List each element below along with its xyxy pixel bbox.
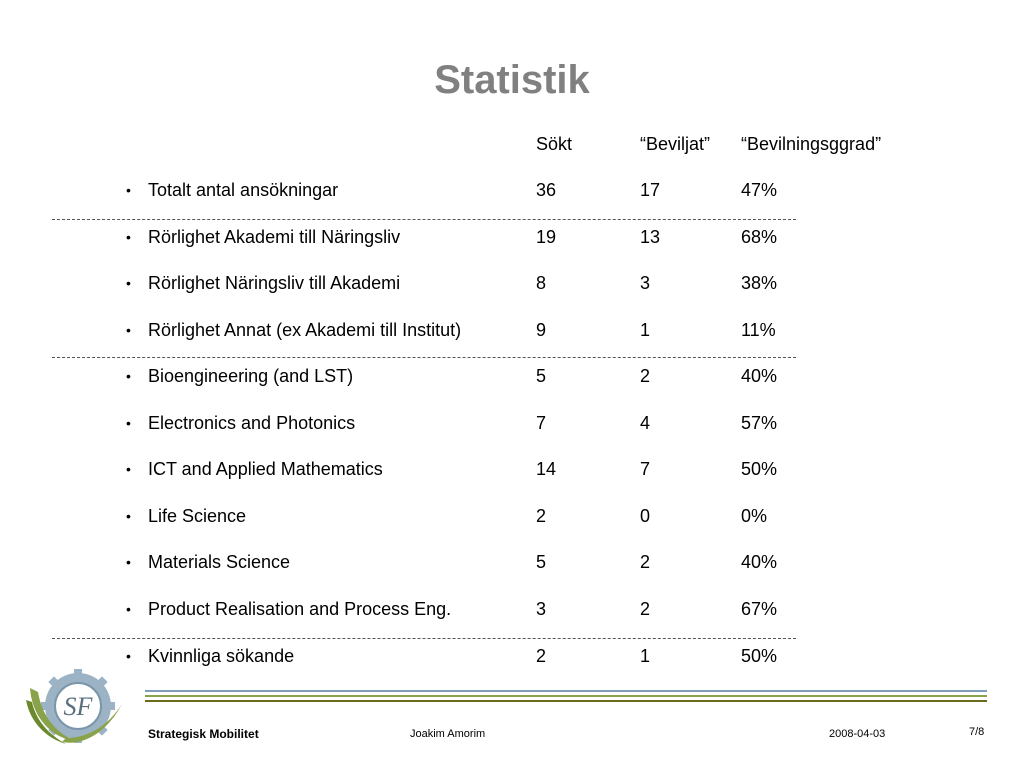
table-row bbox=[0, 363, 1024, 389]
dashed-separator bbox=[52, 219, 796, 220]
row-beviljat: 1 bbox=[640, 646, 651, 666]
logo-letters: SF bbox=[63, 692, 93, 721]
row-label: Life Science bbox=[148, 506, 247, 526]
column-header-beviljat: “Beviljat” bbox=[640, 134, 711, 154]
row-beviljat: 2 bbox=[640, 599, 651, 619]
row-grad: 40% bbox=[741, 552, 778, 572]
row-beviljat: 1 bbox=[640, 320, 651, 340]
slide-title: Statistik bbox=[434, 58, 590, 102]
row-beviljat: 4 bbox=[640, 413, 651, 433]
row-beviljat: 0 bbox=[640, 506, 651, 526]
row-label: Totalt antal ansökningar bbox=[148, 180, 339, 200]
table-row bbox=[0, 317, 1024, 343]
row-sokt: 2 bbox=[536, 646, 547, 666]
column-header-sokt: Sökt bbox=[536, 134, 573, 154]
row-sokt: 19 bbox=[536, 227, 557, 247]
footer-date: 2008-04-03 bbox=[829, 728, 886, 740]
column-header-bevilningsgrad: “Bevilningsggrad” bbox=[741, 134, 882, 154]
row-sokt: 2 bbox=[536, 506, 547, 526]
table-header bbox=[0, 131, 1024, 157]
row-label: Bioengineering (and LST) bbox=[148, 366, 354, 386]
row-beviljat: 2 bbox=[640, 366, 651, 386]
row-sokt: 14 bbox=[536, 459, 557, 479]
bullet-icon: • bbox=[126, 648, 131, 664]
row-grad: 50% bbox=[741, 646, 778, 666]
row-label: Rörlighet Annat (ex Akademi till Institut) bbox=[148, 320, 462, 340]
row-label: ICT and Applied Mathematics bbox=[148, 459, 383, 479]
footer-author: Joakim Amorim bbox=[410, 728, 486, 740]
row-sokt: 9 bbox=[536, 320, 547, 340]
row-grad: 57% bbox=[741, 413, 778, 433]
row-grad: 40% bbox=[741, 366, 778, 386]
row-beviljat: 3 bbox=[640, 273, 651, 293]
row-grad: 67% bbox=[741, 599, 778, 619]
table-row bbox=[0, 596, 1024, 622]
row-sokt: 5 bbox=[536, 552, 547, 572]
table-row bbox=[0, 503, 1024, 529]
row-label: Product Realisation and Process Eng. bbox=[148, 599, 452, 619]
footer-program: Strategisk Mobilitet bbox=[148, 727, 259, 741]
table-row bbox=[0, 643, 1024, 669]
table-row bbox=[0, 410, 1024, 436]
bullet-icon: • bbox=[126, 275, 131, 291]
bullet-icon: • bbox=[126, 554, 131, 570]
row-grad: 0% bbox=[741, 506, 768, 526]
row-beviljat: 7 bbox=[640, 459, 651, 479]
row-beviljat: 17 bbox=[640, 180, 661, 200]
row-grad: 11% bbox=[741, 320, 776, 340]
bullet-icon: • bbox=[126, 229, 131, 245]
row-label: Materials Science bbox=[148, 552, 291, 572]
bullet-icon: • bbox=[126, 322, 131, 338]
dashed-separator bbox=[52, 357, 796, 358]
table-row bbox=[0, 177, 1024, 203]
bullet-icon: • bbox=[126, 182, 131, 198]
bullet-icon: • bbox=[126, 601, 131, 617]
row-label: Rörlighet Akademi till Näringsliv bbox=[148, 227, 401, 247]
row-label: Electronics and Photonics bbox=[148, 413, 356, 433]
row-beviljat: 2 bbox=[640, 552, 651, 572]
row-sokt: 5 bbox=[536, 366, 547, 386]
row-sokt: 7 bbox=[536, 413, 547, 433]
bullet-icon: • bbox=[126, 461, 131, 477]
row-sokt: 36 bbox=[536, 180, 557, 200]
ssf-logo-icon bbox=[22, 668, 126, 746]
row-grad: 38% bbox=[741, 273, 778, 293]
table-row bbox=[0, 224, 1024, 250]
table-row bbox=[0, 456, 1024, 482]
table-row bbox=[0, 549, 1024, 575]
row-grad: 50% bbox=[741, 459, 778, 479]
bullet-icon: • bbox=[126, 368, 131, 384]
row-label: Rörlighet Näringsliv till Akademi bbox=[148, 273, 401, 293]
row-label: Kvinnliga sökande bbox=[148, 646, 295, 666]
bullet-icon: • bbox=[126, 508, 131, 524]
dashed-separator bbox=[52, 638, 796, 639]
footer-page-number: 7/8 bbox=[969, 726, 985, 738]
footer-rule-blue bbox=[145, 690, 987, 692]
row-sokt: 8 bbox=[536, 273, 547, 293]
footer-rule-green bbox=[145, 695, 987, 697]
footer-rule-olive bbox=[145, 700, 987, 702]
row-grad: 68% bbox=[741, 227, 778, 247]
table-row bbox=[0, 270, 1024, 296]
row-sokt: 3 bbox=[536, 599, 547, 619]
row-grad: 47% bbox=[741, 180, 778, 200]
row-beviljat: 13 bbox=[640, 227, 661, 247]
bullet-icon: • bbox=[126, 415, 131, 431]
